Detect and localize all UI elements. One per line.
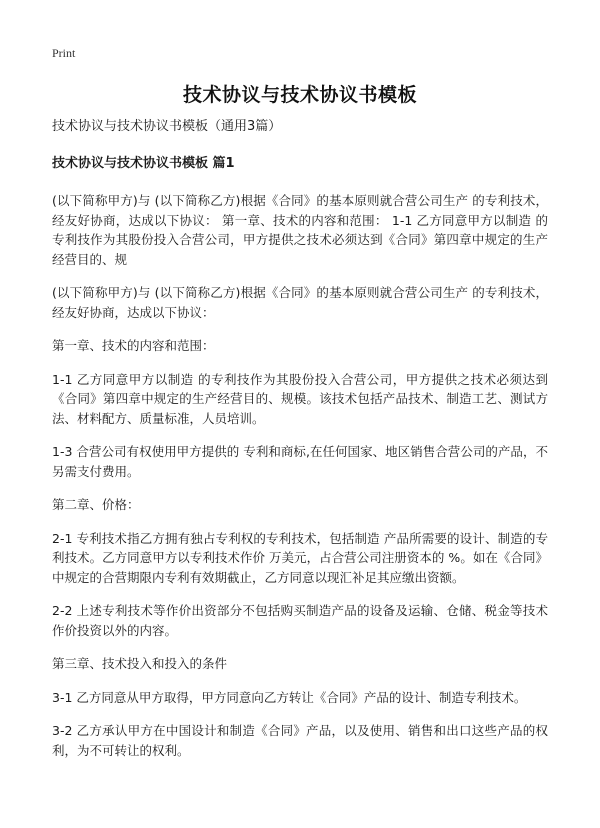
document-body xyxy=(52,117,548,774)
paragraph: (以下简称甲方)与 (以下简称乙方)根据《合同》的基本原则就合营公司生产 的专利技术，经友好协商，达成以下协议： 第一章、技术的内容和范围： 1-1 乙方同意甲方以制造 的专利技作为其股份投入合营公司，甲方提供之技术必须达到《合同》第四章中规定的生产经营目的、规 xyxy=(52,193,548,267)
print-label: Print xyxy=(52,46,76,60)
paragraph: 3-1 乙方同意从甲方取得，甲方同意向乙方转让《合同》产品的设计、制造专利技术。 xyxy=(52,689,527,705)
document-subtitle: 技术协议与技术协议书模板（通用3篇） xyxy=(52,119,282,134)
paragraph: 2-1 专利技术指乙方拥有独占专利权的专利技术，包括制造 产品所需要的设计、制造的专利技术。乙方同意甲方以专利技术作价 万美元，占合营公司注册资本的 %。如在《合同》中规定的合营期限内专利有效期截止，乙方同意以现汇补足其应缴出资额。 xyxy=(52,530,548,585)
paragraph: 2-2 上述专利技术等作价出资部分不包括购买制造产品的设备及运输、仓储、税金等技术作价投资以外的内容。 xyxy=(52,603,548,638)
section-heading: 技术协议与技术协议书模板 篇1 xyxy=(52,156,235,171)
paragraph: 1-3 合营公司有权使用甲方提供的 专利和商标,在任何国家、地区销售合营公司的产品，不另需支付费用。 xyxy=(52,444,548,479)
paragraph: (以下简称甲方)与 (以下简称乙方)根据《合同》的基本原则就合营公司生产 的专利技术，经友好协商，达成以下协议： xyxy=(52,285,548,320)
paragraph: 3-2 乙方承认甲方在中国设计和制造《合同》产品，以及使用、销售和出口这些产品的权利，为不可转让的权利。 xyxy=(52,723,548,758)
document-title: 技术协议与技术协议书模板 xyxy=(182,84,417,106)
chapter-heading: 第三章、技术投入和投入的条件 xyxy=(52,656,228,671)
chapter-heading: 第二章、价格： xyxy=(52,497,140,512)
chapter-heading: 第一章、技术的内容和范围： xyxy=(52,338,215,353)
paragraph: 1-1 乙方同意甲方以制造 的专利技作为其股份投入合营公司，甲方提供之技术必须达到《合同》第四章中规定的生产经营目的、规模。该技术包括产品技术、制造工艺、测试方法、材料配方、质量标准，人员培训。 xyxy=(52,371,548,426)
